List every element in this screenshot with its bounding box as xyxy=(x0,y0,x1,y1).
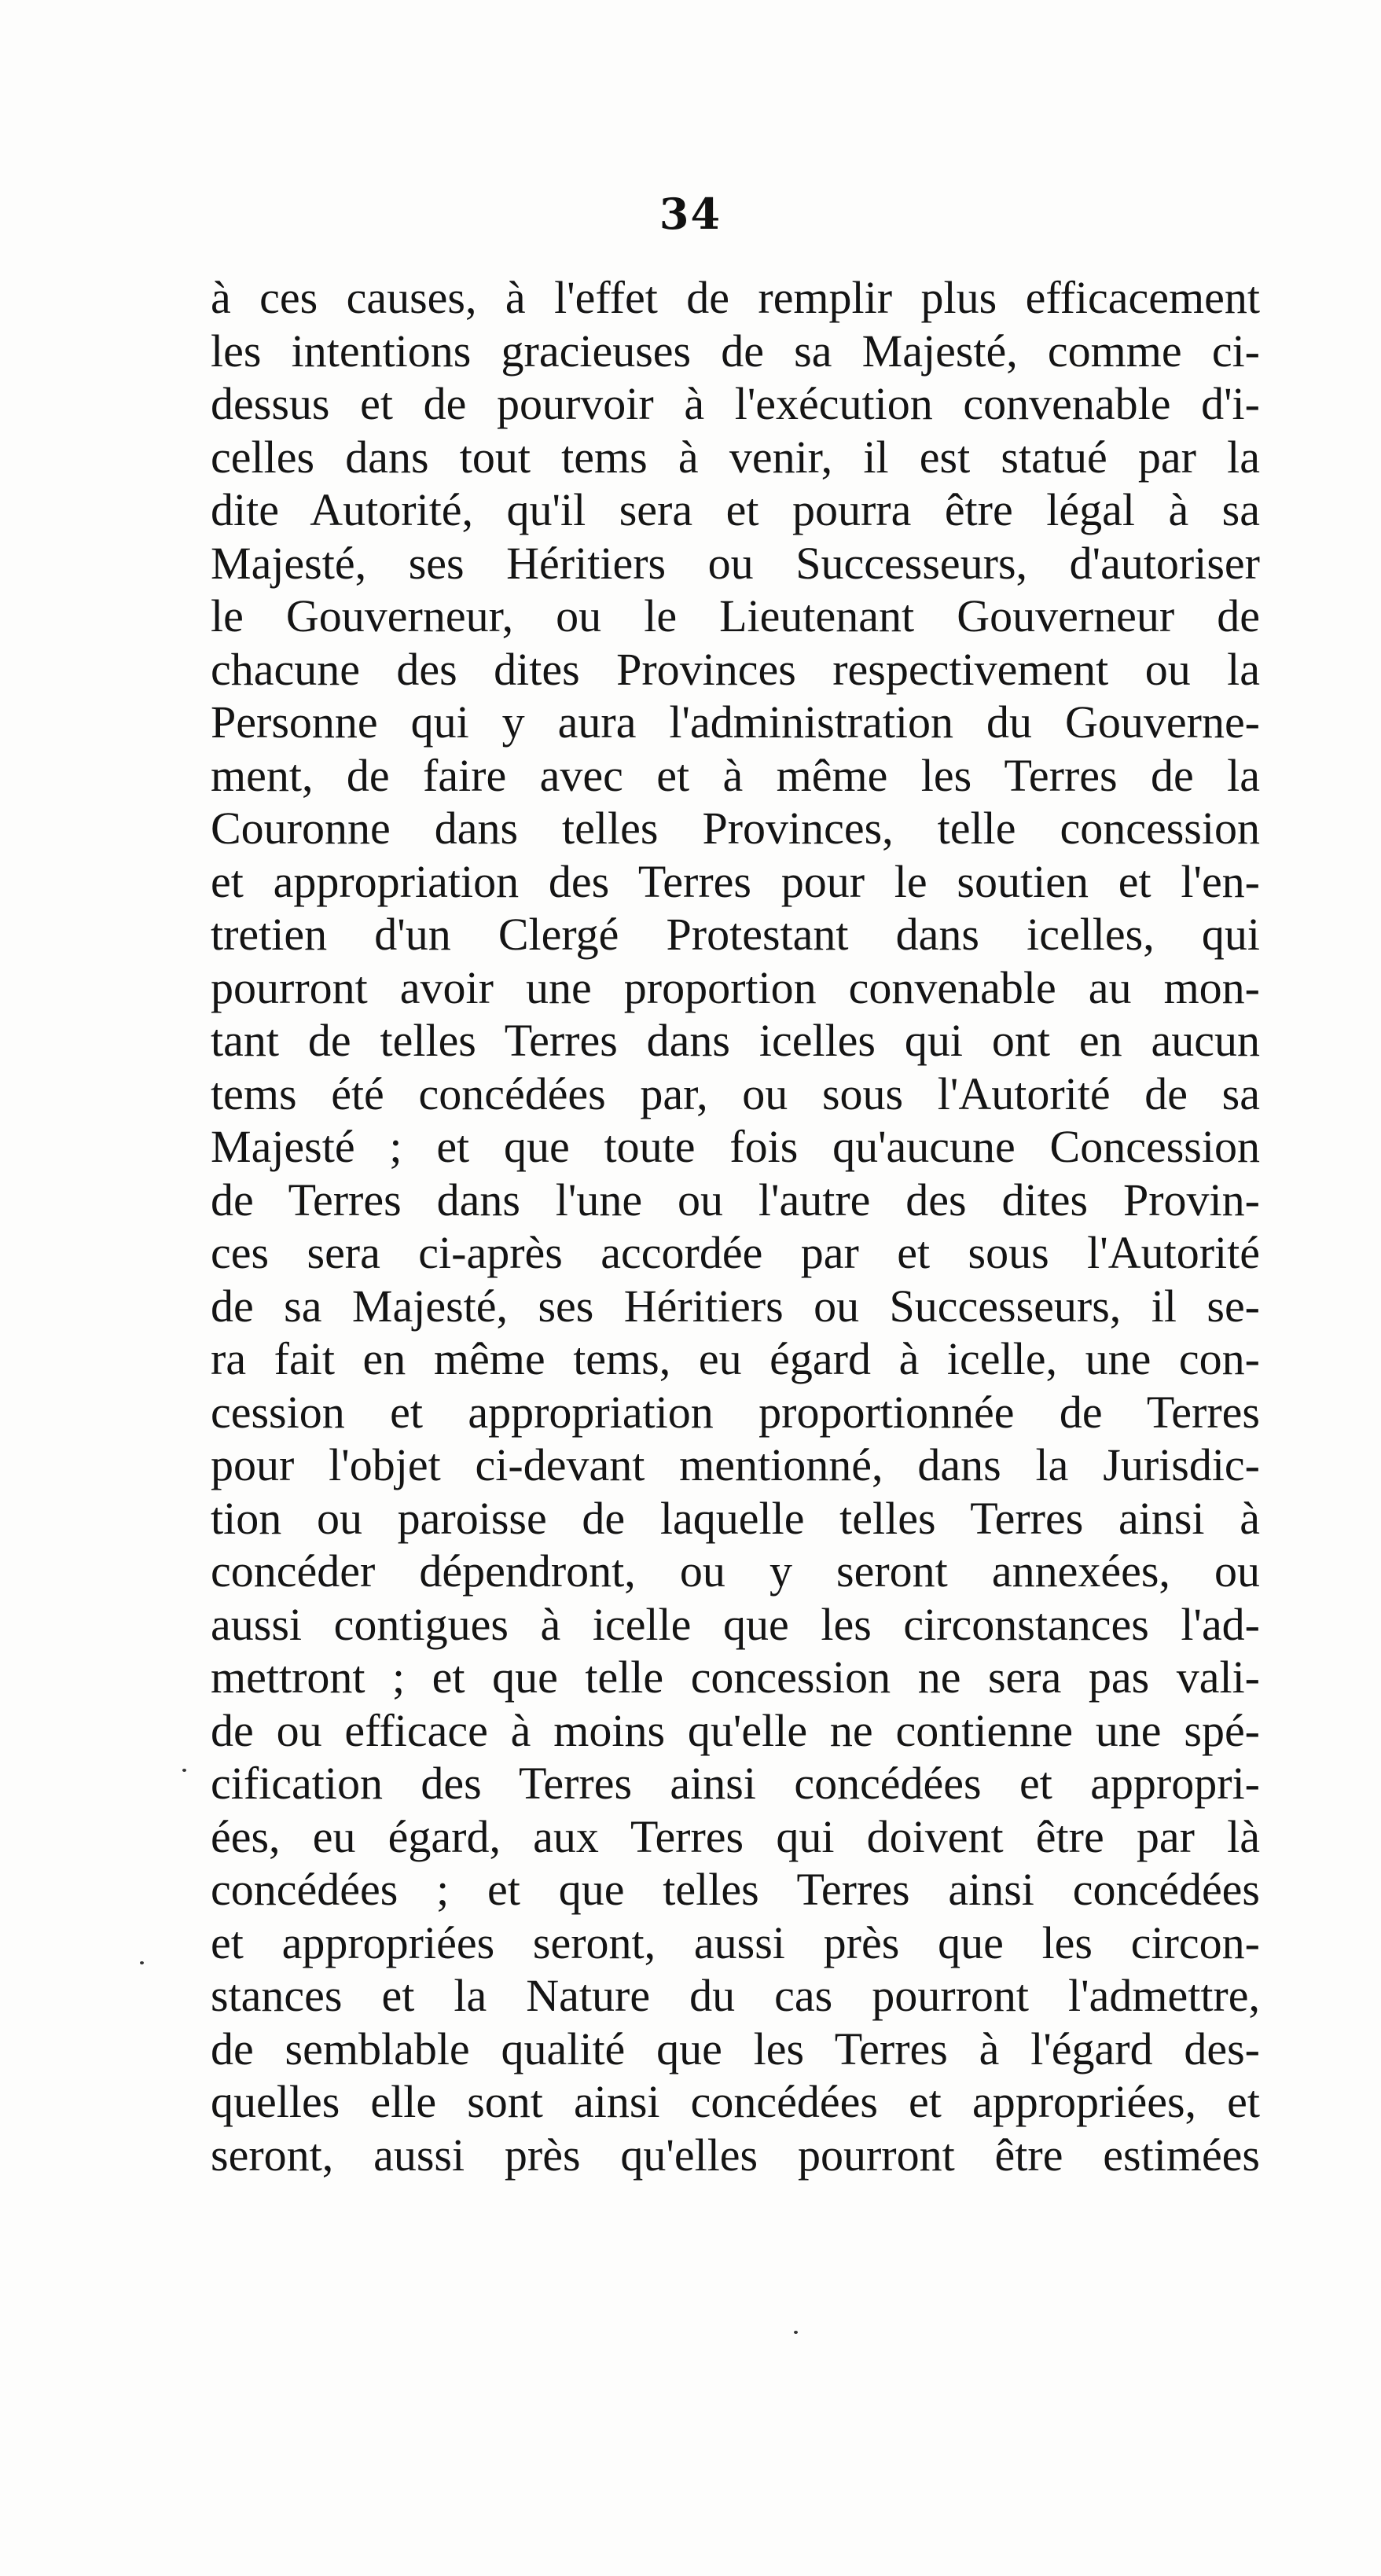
text-line: à ces causes, à l'effet de remplir plus efficacement xyxy=(211,272,1260,323)
text-line: les intentions gracieuses de sa Majesté, comme ci- xyxy=(211,325,1260,377)
text-line: stances et la Nature du cas pourront l'admettre, xyxy=(211,1970,1260,2021)
text-line: le Gouverneur, ou le Lieutenant Gouverneur de xyxy=(211,590,1260,641)
text-line: celles dans tout tems à venir, il est statué par la xyxy=(211,431,1260,483)
text-line: ées, eu égard, aux Terres qui doivent être par là xyxy=(211,1810,1260,1862)
text-line: Majesté, ses Héritiers ou Successeurs, d'autoriser xyxy=(211,537,1260,589)
text-line: pourront avoir une proportion convenable au mon- xyxy=(211,961,1260,1013)
text-line: Couronne dans telles Provinces, telle concession xyxy=(211,803,1260,854)
text-line: dite Autorité, qu'il sera et pourra être légal à sa xyxy=(211,484,1260,535)
text-line: Personne qui y aura l'administration du Gouverne- xyxy=(211,696,1260,748)
text-line: ment, de faire avec et à même les Terres de la xyxy=(211,749,1260,801)
text-line: pour l'objet ci-devant mentionné, dans la Jurisdic- xyxy=(211,1439,1260,1490)
ink-speck xyxy=(794,2331,798,2334)
text-line: mettront ; et que telle concession ne sera pas vali- xyxy=(211,1652,1260,1703)
text-line: et appropriées seront, aussi près que les circon- xyxy=(211,1916,1260,1968)
text-line: aussi contigues à icelle que les circonstances l'ad- xyxy=(211,1598,1260,1650)
ink-speck xyxy=(140,1961,144,1964)
text-line: dessus et de pourvoir à l'exécution convenable d'i- xyxy=(211,378,1260,429)
text-line: de sa Majesté, ses Héritiers ou Successeurs, il se- xyxy=(211,1280,1260,1332)
text-line: tretien d'un Clergé Protestant dans icelles, qui xyxy=(211,909,1260,960)
text-line: tems été concédées par, ou sous l'Autorité de sa xyxy=(211,1068,1260,1119)
ink-speck xyxy=(182,1769,186,1772)
text-line: quelles elle sont ainsi concédées et appropriées, et xyxy=(211,2076,1260,2127)
text-line: cification des Terres ainsi concédées et appropri- xyxy=(211,1758,1260,1809)
body-text xyxy=(211,271,1260,2181)
text-line: tion ou paroisse de laquelle telles Terres ainsi à xyxy=(211,1492,1260,1544)
text-line: ces sera ci-après accordée par et sous l'Autorité xyxy=(211,1227,1260,1278)
text-line: concéder dépendront, ou y seront annexées, ou xyxy=(211,1545,1260,1597)
text-line: concédées ; et que telles Terres ainsi concédées xyxy=(211,1864,1260,1915)
text-line: ra fait en même tems, eu égard à icelle, une con- xyxy=(211,1333,1260,1384)
text-line: tant de telles Terres dans icelles qui ont en aucun xyxy=(211,1015,1260,1066)
text-line: chacune des dites Provinces respectivement ou la xyxy=(211,643,1260,695)
text-line: cession et appropriation proportionnée de Terres xyxy=(211,1386,1260,1438)
text-line: de Terres dans l'une ou l'autre des dites Provin- xyxy=(211,1174,1260,1226)
page-number: 34 xyxy=(659,189,722,239)
text-line: de semblable qualité que les Terres à l'égard des- xyxy=(211,2023,1260,2074)
text-line: seront, aussi près qu'elles pourront être estimées xyxy=(211,2129,1260,2181)
text-line: Majesté ; et que toute fois qu'aucune Concession xyxy=(211,1121,1260,1172)
text-line: et appropriation des Terres pour le soutien et l'en- xyxy=(211,855,1260,907)
text-line: de ou efficace à moins qu'elle ne contienne une spé- xyxy=(211,1704,1260,1756)
